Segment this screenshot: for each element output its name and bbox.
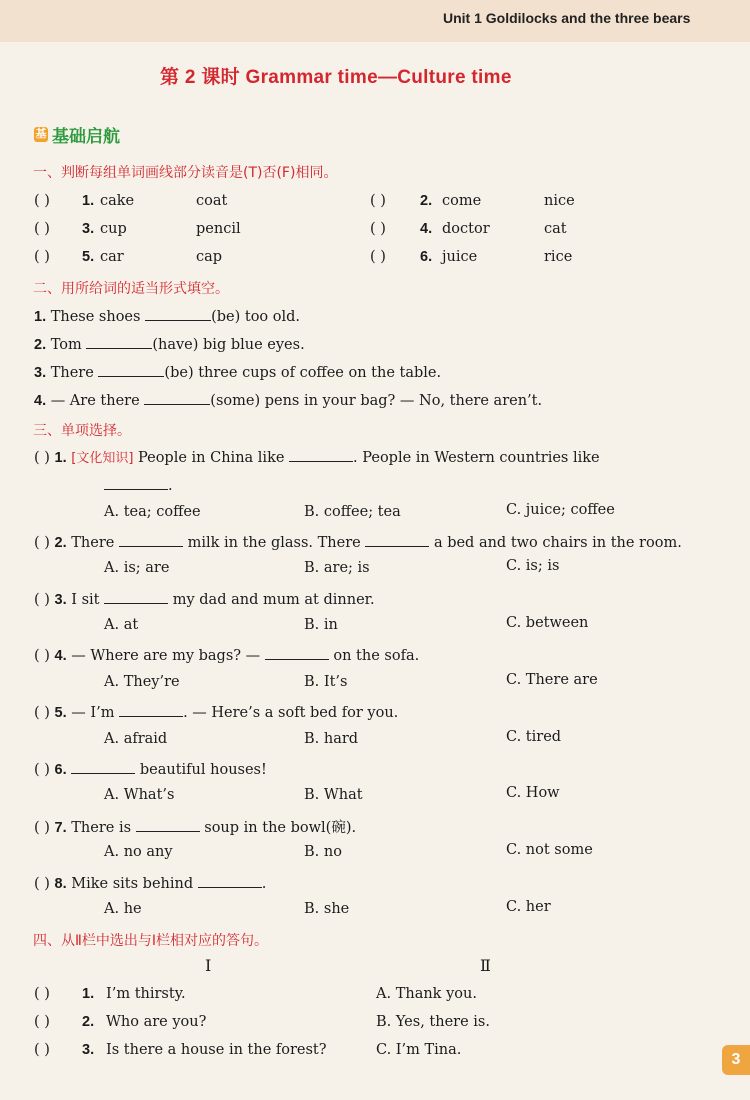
answer-paren[interactable]: ( ) [34, 592, 50, 608]
question-text: — Where are my bags? — [71, 648, 261, 664]
mc-question [34, 873, 266, 892]
answer-blank[interactable] [98, 362, 164, 377]
answer-paren[interactable]: ( ) [370, 193, 386, 209]
word-1: come [442, 193, 482, 209]
answer-blank[interactable] [144, 390, 210, 405]
mc-question [34, 532, 682, 551]
answer-blank[interactable] [119, 532, 183, 547]
item-number: 6. [54, 762, 67, 778]
match-question: Is there a house in the forest? [106, 1042, 327, 1058]
answer-blank[interactable] [145, 306, 211, 321]
question-text: . [261, 876, 267, 892]
answer-paren[interactable]: ( ) [34, 450, 50, 466]
item-number: 3. [82, 221, 95, 237]
question-text: beautiful houses! [139, 762, 267, 778]
answer-paren[interactable]: ( ) [34, 535, 50, 551]
question-text: a bed and two chairs in the room. [433, 535, 682, 551]
mc-question [34, 645, 419, 664]
answer-paren[interactable]: ( ) [34, 762, 50, 778]
column-head-1: Ⅰ [205, 956, 212, 975]
word-1: cake [100, 193, 135, 209]
item-number: 8. [54, 876, 67, 892]
section-basic [34, 122, 120, 147]
page-number: 3 [722, 1045, 750, 1075]
option-a[interactable]: A. at [104, 617, 139, 633]
question-text: soup in the bowl(碗). [204, 820, 357, 836]
section-label: 基础启航 [52, 127, 120, 146]
option-c[interactable]: C. her [506, 899, 551, 915]
match-answer: A. Thank you. [376, 986, 477, 1002]
word-1: doctor [442, 221, 490, 237]
answer-blank[interactable] [136, 817, 200, 832]
answer-paren[interactable]: ( ) [34, 1014, 50, 1030]
fill-item [34, 362, 441, 381]
fill-text: (have) big blue eyes. [152, 337, 305, 353]
part3-title: 三、单项选择。 [33, 423, 131, 439]
question-text: There [71, 535, 115, 551]
fill-text: There [50, 365, 94, 381]
answer-blank[interactable] [104, 589, 168, 604]
answer-paren[interactable]: ( ) [34, 986, 50, 1002]
unit-header: Unit 1 Goldilocks and the three bears [443, 10, 691, 26]
answer-blank[interactable] [86, 334, 152, 349]
item-number: 5. [54, 705, 67, 721]
fill-item [34, 334, 305, 353]
item-number: 2. [34, 337, 47, 353]
fill-item [34, 306, 300, 325]
option-a[interactable]: A. he [104, 901, 142, 917]
option-b[interactable]: B. are; is [304, 560, 370, 576]
question-text: I sit [71, 592, 100, 608]
option-c[interactable]: C. not some [506, 842, 593, 858]
match-answer: C. I’m Tina. [376, 1042, 462, 1058]
section-badge-icon: 基 [35, 128, 47, 140]
item-number: 4. [420, 221, 433, 237]
answer-paren[interactable]: ( ) [34, 876, 50, 892]
question-text: milk in the glass. There [187, 535, 361, 551]
answer-blank[interactable] [104, 475, 168, 490]
item-number: 1. [82, 986, 95, 1002]
item-number: 4. [34, 393, 47, 409]
word-2: pencil [196, 221, 241, 237]
answer-blank[interactable] [289, 447, 353, 462]
item-number: 2. [420, 193, 433, 209]
answer-paren[interactable]: ( ) [34, 705, 50, 721]
option-b[interactable]: B. It’s [304, 674, 348, 690]
item-number: 3. [82, 1042, 95, 1058]
item-number: 7. [54, 820, 67, 836]
question-text: . [168, 478, 173, 494]
mc-question [34, 759, 267, 778]
match-answer: B. Yes, there is. [376, 1014, 490, 1030]
answer-blank[interactable] [198, 873, 262, 888]
item-number: 2. [82, 1014, 95, 1030]
fill-text: (some) pens in your bag? — No, there aren’t. [210, 393, 543, 409]
item-number: 3. [34, 365, 47, 381]
item-number: 1. [34, 309, 47, 325]
word-2: cap [196, 249, 223, 265]
word-1: cup [100, 221, 127, 237]
mc-question [34, 589, 375, 608]
option-b[interactable]: B. coffee; tea [304, 504, 401, 520]
option-c[interactable]: C. between [506, 615, 589, 631]
mc-question-cont [104, 475, 173, 494]
answer-paren[interactable]: ( ) [34, 648, 50, 664]
answer-paren[interactable]: ( ) [34, 221, 50, 237]
option-c[interactable]: C. juice; coffee [506, 502, 615, 518]
match-question: I’m thirsty. [106, 986, 186, 1002]
answer-paren[interactable]: ( ) [370, 221, 386, 237]
word-1: juice [442, 249, 478, 265]
word-2: cat [544, 221, 567, 237]
answer-blank[interactable] [365, 532, 429, 547]
option-b[interactable]: B. What [304, 787, 363, 803]
option-b[interactable]: B. she [304, 901, 350, 917]
question-text: . People in Western countries like [353, 450, 600, 466]
answer-blank[interactable] [119, 702, 183, 717]
option-b[interactable]: B. no [304, 844, 342, 860]
culture-tag: [文化知识] [71, 451, 134, 466]
question-text: my dad and mum at dinner. [172, 592, 375, 608]
item-number: 1. [54, 450, 67, 466]
answer-paren[interactable]: ( ) [34, 820, 50, 836]
fill-text: Tom [50, 337, 82, 353]
part2-title: 二、用所给词的适当形式填空。 [33, 281, 229, 297]
answer-blank[interactable] [71, 759, 135, 774]
option-a[interactable]: A. no any [104, 844, 173, 860]
item-number: 6. [420, 249, 433, 265]
question-text: People in China like [138, 450, 285, 466]
answer-paren[interactable]: ( ) [34, 249, 50, 265]
item-number: 4. [54, 648, 67, 664]
fill-text: (be) three cups of coffee on the table. [164, 365, 442, 381]
option-a[interactable]: A. tea; coffee [104, 504, 201, 520]
option-a[interactable]: A. They’re [104, 674, 180, 690]
fill-item [34, 390, 542, 409]
part4-title: 四、从Ⅱ栏中选出与Ⅰ栏相对应的答句。 [33, 933, 269, 949]
match-question: Who are you? [106, 1014, 207, 1030]
answer-paren[interactable]: ( ) [34, 193, 50, 209]
option-c[interactable]: C. tired [506, 729, 562, 745]
question-text: — I’m [71, 705, 115, 721]
mc-question [34, 447, 600, 466]
fill-text: These shoes [50, 309, 141, 325]
item-number: 2. [54, 535, 67, 551]
mc-question [34, 816, 356, 837]
answer-paren[interactable]: ( ) [34, 1042, 50, 1058]
mc-question [34, 702, 398, 721]
option-c[interactable]: C. How [506, 785, 560, 801]
option-a[interactable]: A. What’s [104, 787, 175, 803]
question-text: on the sofa. [333, 648, 420, 664]
answer-blank[interactable] [265, 645, 329, 660]
word-2: nice [544, 193, 575, 209]
question-text: Mike sits behind [71, 876, 194, 892]
word-2: rice [544, 249, 573, 265]
fill-text: (be) too old. [211, 309, 301, 325]
item-number: 5. [82, 249, 95, 265]
word-2: coat [196, 193, 228, 209]
question-text: There is [71, 820, 132, 836]
answer-paren[interactable]: ( ) [370, 249, 386, 265]
word-1: car [100, 249, 124, 265]
option-c[interactable]: C. There are [506, 672, 598, 688]
part1-title: 一、判断每组单词画线部分读音是(T)否(F)相同。 [33, 165, 338, 181]
lesson-title: 第 2 课时 Grammar time—Culture time [160, 67, 512, 88]
option-c[interactable]: C. is; is [506, 558, 560, 574]
option-a[interactable]: A. afraid [104, 731, 168, 747]
option-b[interactable]: B. in [304, 617, 338, 633]
item-number: 3. [54, 592, 67, 608]
column-head-2: Ⅱ [480, 956, 491, 975]
fill-text: — Are there [50, 393, 140, 409]
option-b[interactable]: B. hard [304, 731, 359, 747]
question-text: . — Here’s a soft bed for you. [183, 705, 399, 721]
item-number: 1. [82, 193, 95, 209]
option-a[interactable]: A. is; are [104, 560, 170, 576]
